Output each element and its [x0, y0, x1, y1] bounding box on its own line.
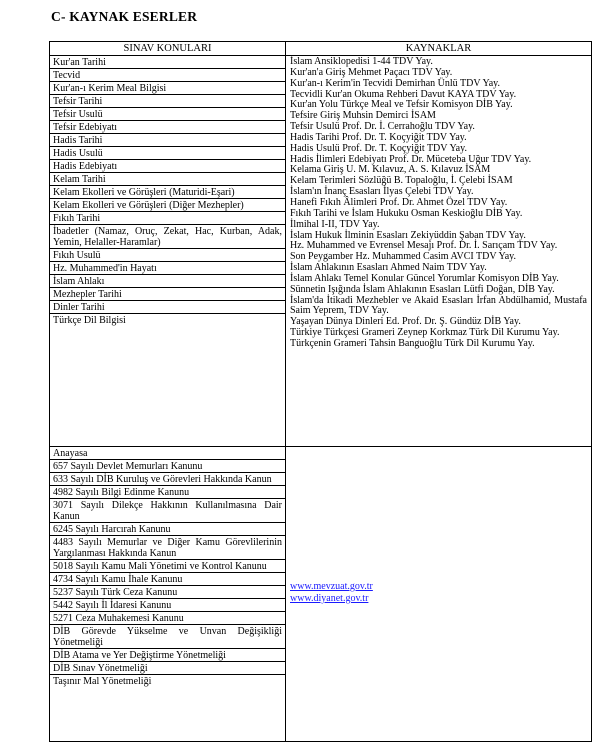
law-row: 4734 Sayılı Kamu İhale Kanunu: [50, 573, 285, 586]
topic-row: Tefsir Tarihi: [50, 95, 285, 108]
source-item: Yaşayan Dünya Dinleri Ed. Prof. Dr. Ş. Gündüz DİB Yay.: [290, 316, 521, 328]
law-row: DİB Sınav Yönetmeliği: [50, 662, 285, 675]
law-row: 4982 Sayılı Bilgi Edinme Kanunu: [50, 486, 285, 499]
source-item: İslam Ahlakının Esasları Ahmed Naim TDV Yay.: [290, 262, 487, 274]
law-row: 6245 Sayılı Harcırah Kanunu: [50, 523, 285, 536]
source-item: Kelam Terimleri Sözlüğü B. Topaloğlu, İ. Çelebi İSAM: [290, 175, 513, 187]
source-item: Hanefi Fıkıh Âlimleri Prof. Dr. Ahmet Özel TDV Yay.: [290, 196, 508, 208]
topic-row: Kur'an Tarihi: [50, 56, 285, 69]
source-item: Kur'an'a Giriş Mehmet Paçacı TDV Yay.: [290, 66, 453, 78]
source-item: Kelama Giriş U. M. Kılavuz, A. S. Kılavuz İSAM: [290, 164, 491, 176]
law-row: 5442 Sayılı İl İdaresi Kanunu: [50, 599, 285, 612]
topic-row: Hadis Edebiyatı: [50, 160, 285, 173]
law-row: DİB Görevde Yükselme ve Unvan Değişikliği Yönetmeliği: [50, 625, 285, 649]
law-row: DİB Atama ve Yer Değiştirme Yönetmeliği: [50, 649, 285, 662]
law-row: Taşınır Mal Yönetmeliği: [53, 676, 152, 687]
source-item: Tefsir Usulü Prof. Dr. İ. Cerrahoğlu TDV Yay.: [290, 121, 475, 133]
law-row: 5018 Sayılı Kamu Mali Yönetimi ve Kontrol Kanunu: [50, 560, 285, 573]
source-item: Kur'an Yolu Türkçe Meal ve Tefsir Komisyon DİB Yay.: [290, 99, 513, 111]
topic-row: Kur'an-ı Kerim Meal Bilgisi: [50, 82, 285, 95]
law-row: 657 Sayılı Devlet Memurları Kanunu: [50, 460, 285, 473]
diyanet-link[interactable]: www.diyanet.gov.tr: [290, 593, 369, 604]
topic-row: Kelam Ekolleri ve Görüşleri (Diğer Mezhepler): [50, 199, 285, 212]
topic-row: Hadis Tarihi: [50, 134, 285, 147]
topic-row: Fıkıh Usulü: [50, 249, 285, 262]
source-item: Tefsire Giriş Muhsin Demirci İSAM: [290, 110, 436, 122]
topic-row: Tecvid: [50, 69, 285, 82]
source-item: Son Peygamber Hz. Muhammed Casim AVCI TDV Yay.: [290, 251, 517, 263]
topic-row: Dinler Tarihi: [50, 301, 285, 314]
laws-list: [50, 447, 285, 687]
topic-row: Kelam Ekolleri ve Görüşleri (Maturidi-Eşari): [50, 186, 285, 199]
sources-header: KAYNAKLAR: [286, 42, 591, 56]
topic-row: İslam Ahlakı: [50, 275, 285, 288]
topic-row: Mezhepler Tarihi: [50, 288, 285, 301]
law-row: 4483 Sayılı Memurlar ve Diğer Kamu Görevlilerinin Yargılanması Hakkında Kanun: [50, 536, 285, 560]
topic-row: Hadis Usulü: [50, 147, 285, 160]
source-item: Sünnetin Işığında İslam Ahlakının Esasları Lütfi Doğan, DİB Yay.: [290, 283, 555, 295]
topic-row: Tefsir Usulü: [50, 108, 285, 121]
source-item: İslam'da İtikadi Mezhebler ve Akaid Esasları İrfan Abdülhamid, Mustafa Saim Yeprem, TDV Yay.: [290, 294, 587, 317]
source-item: İslam Hukuk İlminin Esasları Zekiyüddin Şaban TDV Yay.: [290, 229, 526, 241]
source-item: İslam Ahlakı Temel Konular Güncel Yorumlar Komisyon DİB Yay.: [290, 272, 559, 284]
source-item: İlmihal I-II, TDV Yay.: [290, 218, 380, 230]
source-item: İslam Ansiklopedisi 1-44 TDV Yay.: [290, 56, 433, 67]
law-row: 3071 Sayılı Dilekçe Hakkının Kullanılmasına Dair Kanun: [50, 499, 285, 523]
source-item: Hadis Tarihi Prof. Dr. T. Koçyiğit TDV Yay.: [290, 131, 467, 143]
source-item: Hadis Usulü Prof. Dr. T. Koçyiğit TDV Yay.: [290, 142, 467, 154]
source-item: Hz. Muhammed ve Evrensel Mesajı Prof. Dr. İ. Sarıçam TDV Yay.: [290, 240, 558, 252]
legislation-links: [286, 447, 591, 605]
law-row: 5237 Sayılı Türk Ceza Kanunu: [50, 586, 285, 599]
mevzuat-link[interactable]: www.mevzuat.gov.tr: [290, 581, 373, 592]
law-row: 5271 Ceza Muhakemesi Kanunu: [50, 612, 285, 625]
topic-row: Türkçe Dil Bilgisi: [53, 315, 126, 326]
source-item: Türkiye Türkçesi Grameri Zeynep Korkmaz Türk Dil Kurumu Yay.: [290, 327, 560, 339]
source-item: Fıkıh Tarihi ve İslam Hukuku Osman Keskioğlu DİB Yay.: [290, 207, 523, 219]
source-item: İslam'ın İnanç Esasları İlyas Çelebi TDV Yay.: [290, 186, 474, 198]
law-row: 633 Sayılı DİB Kuruluş ve Görevleri Hakkında Kanun: [50, 473, 285, 486]
section-title: C- KAYNAK ESERLER: [51, 9, 198, 24]
topics-column: [50, 42, 286, 741]
exam-topics-list: [50, 56, 285, 447]
source-item: Tecvidli Kur'an Okuma Rehberi Davut KAYA TDV Yay.: [290, 88, 517, 100]
topics-header: SINAV KONULARI: [50, 42, 285, 56]
sources-table: [49, 41, 592, 742]
sources-column: [286, 42, 591, 741]
topic-row: Kelam Tarihi: [50, 173, 285, 186]
law-row: Anayasa: [50, 447, 285, 460]
topic-row: İbadetler (Namaz, Oruç, Zekat, Hac, Kurban, Adak, Yemin, Helaller-Haramlar): [50, 225, 285, 249]
source-item: Türkçenin Grameri Tahsin Banguoğlu Türk Dil Kurumu Yay.: [290, 337, 535, 349]
topic-row: Tefsir Edebiyatı: [50, 121, 285, 134]
topic-row: Fıkıh Tarihi: [50, 212, 285, 225]
source-item: Kur'an-ı Kerim'in Tecvidi Demirhan Ünlü TDV Yay.: [290, 77, 501, 89]
topic-row: Hz. Muhammed'in Hayatı: [50, 262, 285, 275]
source-item: Hadis İlimleri Edebiyatı Prof. Dr. Müceteba Uğur TDV Yay.: [290, 153, 532, 165]
sources-list: [286, 56, 591, 447]
